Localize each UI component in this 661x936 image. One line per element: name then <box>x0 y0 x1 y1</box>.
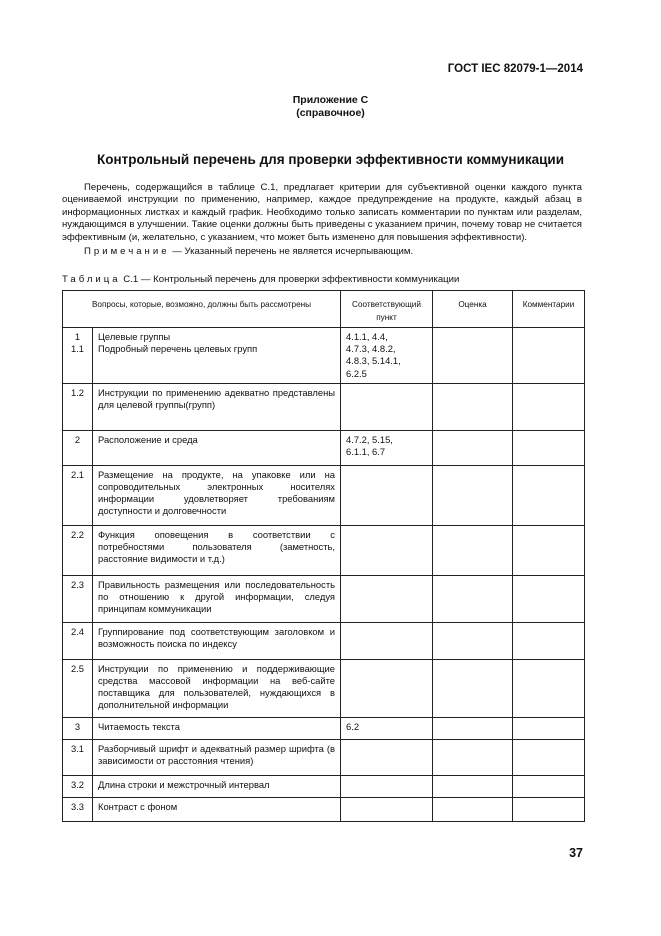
intro-paragraph: Перечень, содержащийся в таблице С.1, предлагает критерии для субъективной оценки каждого пункта оцениваемой инструкции по применению, например, каждое предупреждение на продукте, каждый абзац в информационных листках и каждый график. Необходимо только записать комментарии по пунктам или разделам, нуждающимся в улучшении. Такие оценки должны быть приведены с указанием причин, почему товар не считается эффективным (и, желательно, с указанием, что может быть изменено для повышения эффективности). <box>62 182 582 243</box>
table-caption-label: Таблица <box>62 274 121 285</box>
row-number: 3.3 <box>63 797 93 821</box>
row-clause <box>341 465 433 525</box>
row-number: 2.4 <box>63 622 93 659</box>
table-row <box>63 383 585 430</box>
note-text: — Указанный перечень не является исчерпывающим. <box>169 246 414 257</box>
checklist-table <box>62 290 585 822</box>
table-row <box>63 575 585 622</box>
row-number: 3.2 <box>63 775 93 797</box>
table-caption-text: С.1 — Контрольный перечень для проверки эффективности коммуникации <box>120 274 460 285</box>
row-question: Читаемость текста <box>93 717 341 739</box>
row-clause <box>341 525 433 575</box>
row-number: 2.1 <box>63 465 93 525</box>
header-comments: Комментарии <box>513 291 585 328</box>
annex-title: Приложение С <box>292 94 369 106</box>
row-question: Правильность размещения или последовательность по отношению к другой информации, следуя принципам коммуникации <box>93 575 341 622</box>
table-row <box>63 525 585 575</box>
row-comments <box>513 328 585 384</box>
table-row <box>63 430 585 465</box>
table-row <box>63 775 585 797</box>
row-rating <box>433 430 513 465</box>
row-rating <box>433 525 513 575</box>
row-comments <box>513 525 585 575</box>
row-clause <box>341 575 433 622</box>
table-row <box>63 622 585 659</box>
document-code: ГОСТ IEC 82079-1—2014 <box>447 63 583 75</box>
row-clause <box>341 659 433 717</box>
row-number: 2.3 <box>63 575 93 622</box>
row-clause <box>341 739 433 775</box>
row-clause <box>341 383 433 430</box>
table-body <box>63 328 585 822</box>
table-row <box>63 797 585 821</box>
note-label: Примечание <box>84 246 170 257</box>
row-number: 3.1 <box>63 739 93 775</box>
row-comments <box>513 465 585 525</box>
row-rating <box>433 575 513 622</box>
row-rating <box>433 659 513 717</box>
row-rating <box>433 465 513 525</box>
row-rating <box>433 739 513 775</box>
row-comments <box>513 775 585 797</box>
row-number: 1 1.1 <box>63 328 93 384</box>
row-number: 1.2 <box>63 383 93 430</box>
row-question: Размещение на продукте, на упаковке или на сопроводительных электронных носителях информации удовлетворяет требованиям доступности и долговечности <box>93 465 341 525</box>
header-clause: Соответствующий пункт <box>341 291 433 328</box>
row-comments <box>513 430 585 465</box>
row-rating <box>433 797 513 821</box>
header-questions: Вопросы, которые, возможно, должны быть рассмотрены <box>63 291 341 328</box>
row-comments <box>513 717 585 739</box>
row-number: 2.2 <box>63 525 93 575</box>
note <box>84 246 413 257</box>
annex-subtitle: (справочное) <box>296 107 365 119</box>
table-row <box>63 717 585 739</box>
row-rating <box>433 328 513 384</box>
row-comments <box>513 659 585 717</box>
row-clause: 4.1.1, 4.4, 4.7.3, 4.8.2, 4.8.3, 5.14.1, 6.2.5 <box>341 328 433 384</box>
row-number: 3 <box>63 717 93 739</box>
row-number: 2 <box>63 430 93 465</box>
row-question: Расположение и среда <box>93 430 341 465</box>
table-header-row <box>63 291 585 328</box>
row-rating <box>433 622 513 659</box>
row-rating <box>433 717 513 739</box>
row-rating <box>433 383 513 430</box>
page-number: 37 <box>569 846 583 860</box>
row-rating <box>433 775 513 797</box>
row-question: Контраст с фоном <box>93 797 341 821</box>
row-question: Длина строки и межстрочный интервал <box>93 775 341 797</box>
row-comments <box>513 622 585 659</box>
annex-heading <box>0 94 661 120</box>
row-clause: 4.7.2, 5.15, 6.1.1, 6.7 <box>341 430 433 465</box>
row-question: Целевые группы Подробный перечень целевых групп <box>93 328 341 384</box>
row-comments <box>513 383 585 430</box>
table-row <box>63 328 585 384</box>
row-question: Инструкции по применению и поддерживающие средства массовой информации на веб-сайте поставщика для пользователей, нуждающихся в дополнительной информации <box>93 659 341 717</box>
row-question: Группирование под соответствующим заголовком и возможность поиска по индексу <box>93 622 341 659</box>
row-clause <box>341 797 433 821</box>
row-comments <box>513 575 585 622</box>
row-question: Функция оповещения в соответствии с потребностями пользователя (заметность, расстояние видимости и т.д.) <box>93 525 341 575</box>
row-comments <box>513 797 585 821</box>
table-row <box>63 659 585 717</box>
row-comments <box>513 739 585 775</box>
row-clause <box>341 775 433 797</box>
row-question: Инструкции по применению адекватно представлены для целевой группы(групп) <box>93 383 341 430</box>
table-row <box>63 739 585 775</box>
page-title: Контрольный перечень для проверки эффективности коммуникации <box>96 152 565 167</box>
row-clause: 6.2 <box>341 717 433 739</box>
row-clause <box>341 622 433 659</box>
header-rating: Оценка <box>433 291 513 328</box>
row-question: Разборчивый шрифт и адекватный размер шрифта (в зависимости от расстояния чтения) <box>93 739 341 775</box>
row-number: 2.5 <box>63 659 93 717</box>
table-row <box>63 465 585 525</box>
table-caption <box>62 274 459 285</box>
